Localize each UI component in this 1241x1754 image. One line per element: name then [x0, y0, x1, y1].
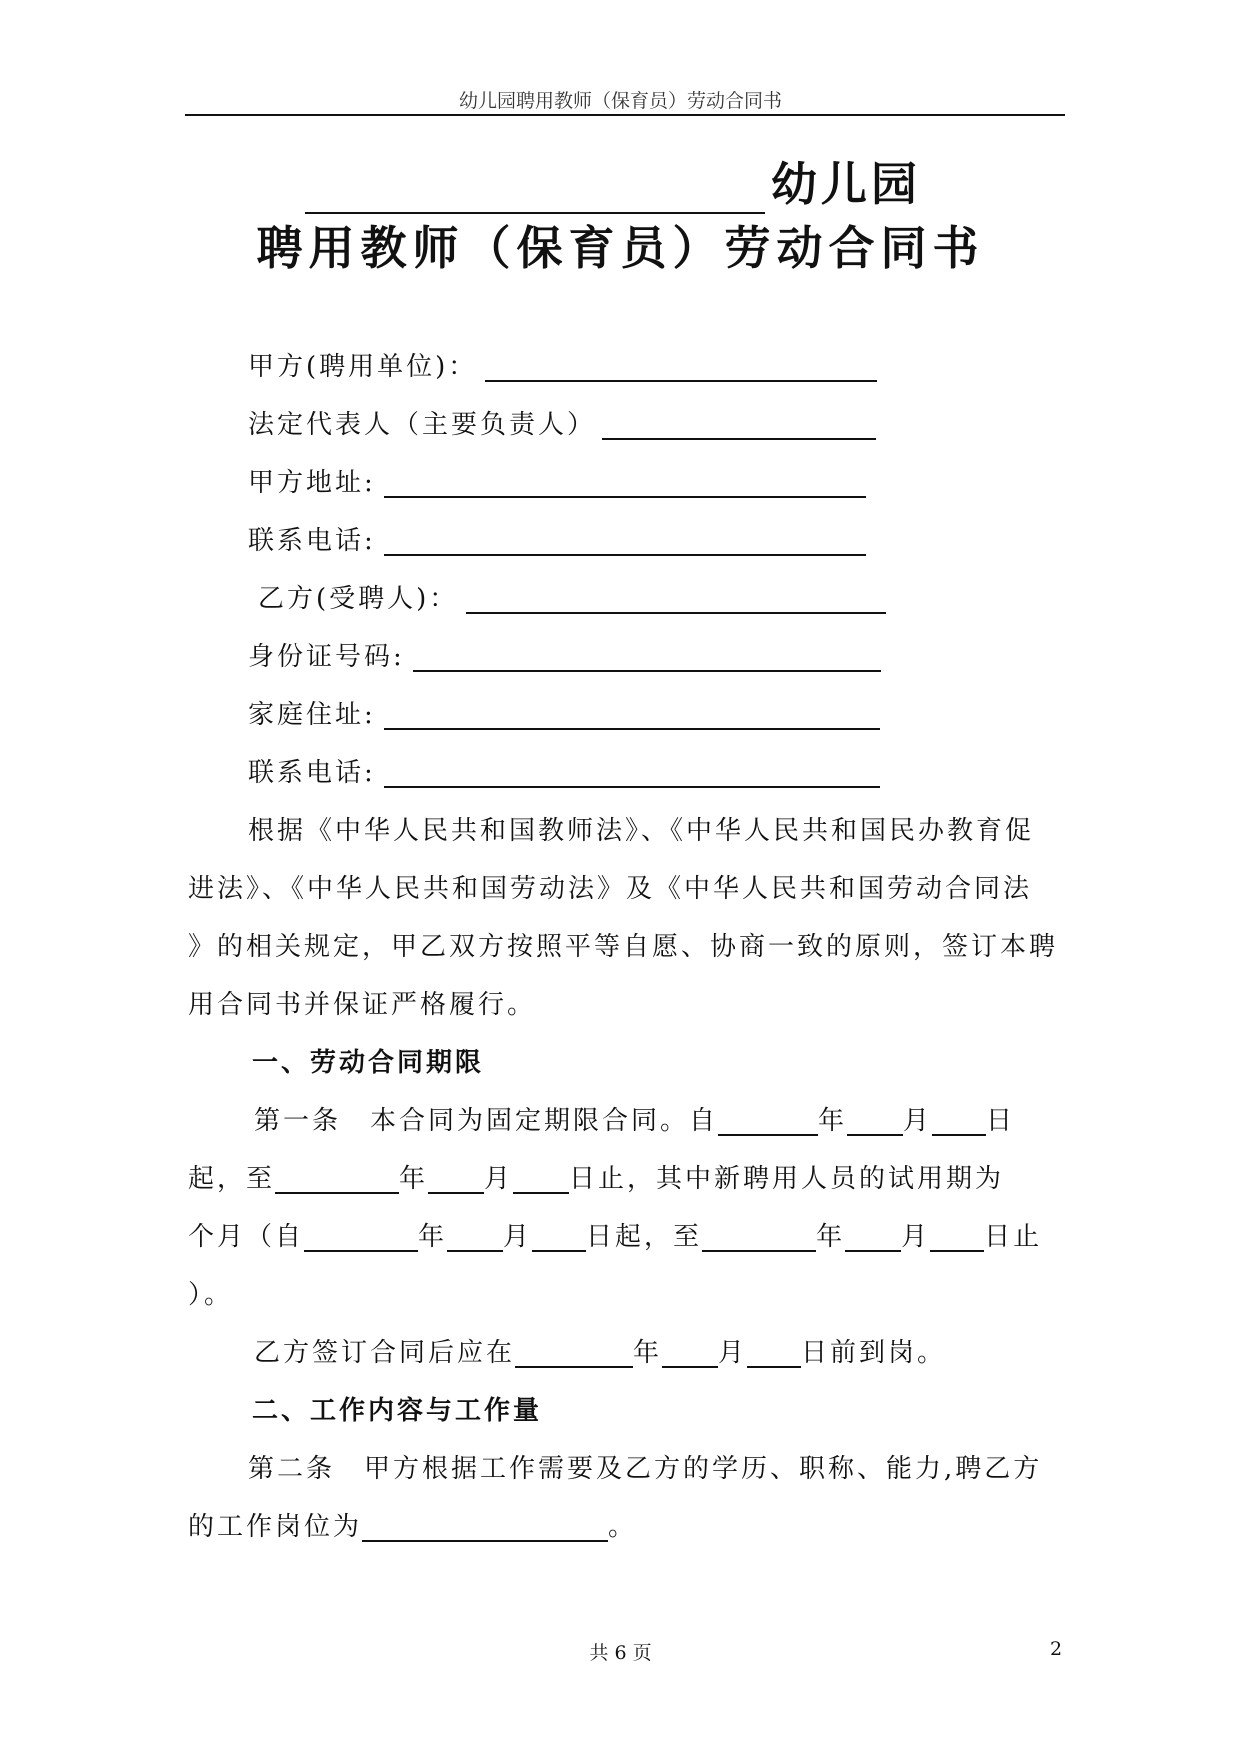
page-count: 共 6 页 [589, 1642, 652, 1664]
probation-end-day-blank[interactable] [930, 1222, 984, 1252]
month-label: 月 [484, 1164, 514, 1194]
end-day-blank[interactable] [513, 1164, 569, 1194]
running-header: 幼儿园聘用教师（保育员）劳动合同书 [458, 90, 782, 112]
probation-end-year-blank[interactable] [702, 1222, 816, 1252]
article-text: 第一条 本合同为固定期限合同。自 [254, 1106, 719, 1136]
party-b-input-line[interactable] [466, 584, 886, 614]
party-b-phone-input-line[interactable] [384, 758, 880, 788]
field-home-address [248, 700, 880, 730]
article-2-line-2 [188, 1512, 637, 1542]
title-line-2: 聘用教师（保育员）劳动合同书 [256, 221, 985, 275]
article-text: 日止 [984, 1222, 1043, 1252]
year-label: 年 [818, 1106, 848, 1136]
month-label: 月 [903, 1106, 933, 1136]
report-day-blank[interactable] [747, 1338, 801, 1368]
field-party-b [258, 584, 886, 614]
probation-start-day-blank[interactable] [532, 1222, 586, 1252]
page-number: 2 [1050, 1638, 1063, 1660]
field-label: 身份证号码: [248, 642, 405, 672]
start-month-blank[interactable] [847, 1106, 903, 1136]
month-label: 月 [718, 1338, 748, 1368]
article-text: 。 [608, 1512, 638, 1542]
field-label: 法定代表人（主要负责人） [248, 410, 597, 440]
article-text: 的工作岗位为 [188, 1512, 363, 1542]
article-text: 日止，其中新聘用人员的试用期为 [569, 1164, 1005, 1194]
month-label: 月 [503, 1222, 533, 1252]
field-legal-rep [248, 410, 876, 440]
field-party-a [248, 352, 877, 382]
title-suffix: 幼儿园 [771, 157, 921, 211]
job-position-blank[interactable] [362, 1512, 608, 1542]
section-2-heading: 二、工作内容与工作量 [252, 1396, 543, 1426]
article-1-line-1 [254, 1106, 1015, 1136]
article-text: 乙方签订合同后应在 [254, 1338, 516, 1368]
party-a-input-line[interactable] [485, 352, 877, 382]
article-text: 个月（自 [188, 1222, 305, 1252]
year-label: 年 [399, 1164, 429, 1194]
field-label: 甲方地址: [248, 468, 376, 498]
field-party-a-phone [248, 526, 866, 556]
start-day-blank[interactable] [932, 1106, 986, 1136]
field-label: 联系电话: [248, 758, 376, 788]
preamble-line-1: 根据《中华人民共和国教师法》、《中华人民共和国民办教育促 [248, 816, 1035, 846]
article-text: 日起，至 [586, 1222, 703, 1252]
year-label: 年 [633, 1338, 663, 1368]
preamble-line-2: 进法》、《中华人民共和国劳动法》及《中华人民共和国劳动合同法 [188, 874, 1033, 904]
article-1-line-4: ）。 [188, 1280, 234, 1310]
field-party-a-address [248, 468, 866, 498]
probation-start-month-blank[interactable] [447, 1222, 503, 1252]
report-month-blank[interactable] [662, 1338, 718, 1368]
article-1-line-3 [188, 1222, 1042, 1252]
article-text: 日前到岗。 [801, 1338, 947, 1368]
preamble-line-4: 用合同书并保证严格履行。 [188, 990, 537, 1020]
year-label: 年 [816, 1222, 846, 1252]
field-label: 甲方(聘用单位)： [248, 352, 478, 382]
probation-start-year-blank[interactable] [304, 1222, 418, 1252]
month-label: 月 [901, 1222, 931, 1252]
day-label: 日 [986, 1106, 1016, 1136]
party-a-phone-input-line[interactable] [384, 526, 866, 556]
end-month-blank[interactable] [428, 1164, 484, 1194]
legal-rep-input-line[interactable] [602, 410, 876, 440]
year-label: 年 [418, 1222, 448, 1252]
kindergarten-name-blank [305, 164, 765, 214]
start-year-blank[interactable] [718, 1106, 818, 1136]
article-1-line-2 [188, 1164, 1004, 1194]
field-id-number [248, 642, 881, 672]
field-label: 联系电话: [248, 526, 376, 556]
field-label: 乙方(受聘人)： [258, 584, 459, 614]
field-party-b-phone [248, 758, 880, 788]
probation-end-month-blank[interactable] [845, 1222, 901, 1252]
id-number-input-line[interactable] [413, 642, 881, 672]
report-year-blank[interactable] [515, 1338, 633, 1368]
end-year-blank[interactable] [275, 1164, 399, 1194]
field-label: 家庭住址: [248, 700, 376, 730]
article-text: 起，至 [188, 1164, 276, 1194]
preamble-line-3: 》的相关规定，甲乙双方按照平等自愿、协商一致的原则，签订本聘 [188, 932, 1059, 962]
party-a-address-input-line[interactable] [384, 468, 866, 498]
home-address-input-line[interactable] [384, 700, 880, 730]
header-rule [185, 114, 1065, 116]
title-line-1 [305, 148, 921, 214]
article-2-line-1: 第二条 甲方根据工作需要及乙方的学历、职称、能力,聘乙方 [248, 1454, 1043, 1484]
section-1-heading: 一、劳动合同期限 [252, 1048, 485, 1078]
report-date-line [254, 1338, 946, 1368]
